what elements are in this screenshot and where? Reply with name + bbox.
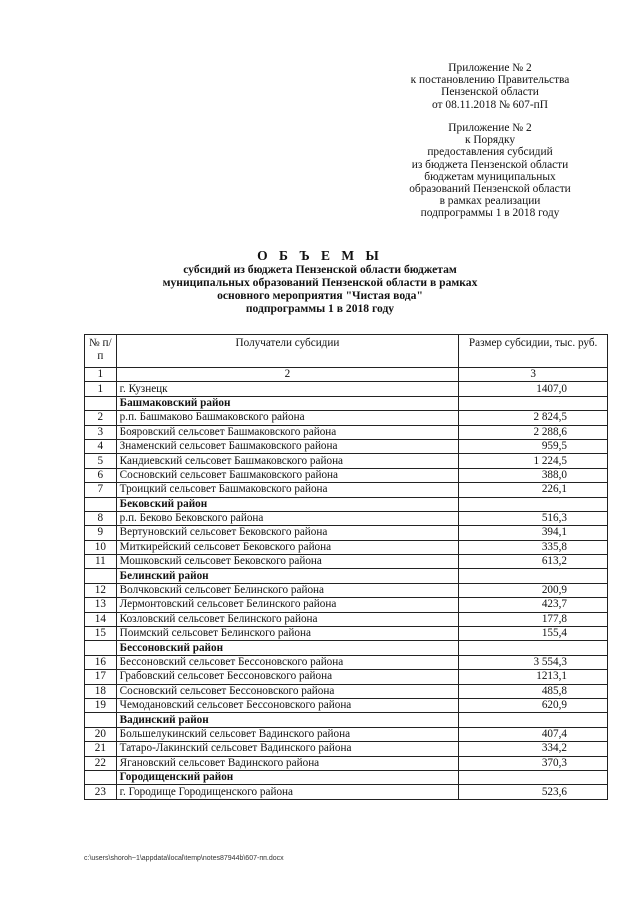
subsidy-amount: 516,3 bbox=[459, 511, 608, 525]
subsidy-amount: 1213,1 bbox=[459, 670, 608, 684]
row-number: 10 bbox=[85, 540, 117, 554]
recipient-name: р.п. Башмаково Башмаковского района bbox=[116, 411, 459, 425]
row-number: 18 bbox=[85, 684, 117, 698]
row-number: 22 bbox=[85, 756, 117, 770]
recipient-name: Татаро-Лакинский сельсовет Вадинского района bbox=[116, 742, 459, 756]
recipient-name: Чемодановский сельсовет Бессоновского района bbox=[116, 698, 459, 712]
appendix-line: от 08.11.2018 № 607-пП bbox=[432, 98, 548, 111]
table-row bbox=[85, 670, 608, 684]
recipient-name: Лермонтовский сельсовет Белинского района bbox=[116, 598, 459, 612]
recipient-name: р.п. Беково Бековского района bbox=[116, 511, 459, 525]
row-number: 19 bbox=[85, 698, 117, 712]
subsidy-amount: 485,8 bbox=[459, 684, 608, 698]
row-amount-empty bbox=[459, 497, 608, 511]
table-row bbox=[85, 627, 608, 641]
subsidy-amount: 335,8 bbox=[459, 540, 608, 554]
row-number: 8 bbox=[85, 511, 117, 525]
recipient-name: Вертуновский сельсовет Бековского района bbox=[116, 526, 459, 540]
row-number: 12 bbox=[85, 583, 117, 597]
row-amount-empty bbox=[459, 713, 608, 727]
recipient-name: Кандиевский сельсовет Башмаковского района bbox=[116, 454, 459, 468]
table-row bbox=[85, 454, 608, 468]
row-number: 2 bbox=[85, 411, 117, 425]
subsidy-amount: 407,4 bbox=[459, 727, 608, 741]
row-number-empty bbox=[85, 770, 117, 784]
header-amount: Размер субсидии, тыс. руб. bbox=[459, 335, 608, 368]
table-row bbox=[85, 555, 608, 569]
row-number: 7 bbox=[85, 483, 117, 497]
recipient-name: Сосновский сельсовет Башмаковского района bbox=[116, 468, 459, 482]
appendix-line: подпрограммы 1 в 2018 году bbox=[420, 207, 560, 220]
row-number: 21 bbox=[85, 742, 117, 756]
row-number: 1 bbox=[85, 382, 117, 396]
recipient-name: Бессоновский сельсовет Бессоновского района bbox=[116, 655, 459, 669]
recipient-name: Волчковский сельсовет Белинского района bbox=[116, 583, 459, 597]
table-row bbox=[85, 655, 608, 669]
subsidy-table bbox=[84, 334, 608, 800]
district-name: Башмаковский район bbox=[116, 396, 459, 410]
subsidy-amount: 523,6 bbox=[459, 785, 608, 799]
row-number-empty bbox=[85, 497, 117, 511]
subsidy-amount: 200,9 bbox=[459, 583, 608, 597]
column-number: 1 bbox=[85, 368, 117, 382]
table-row bbox=[85, 742, 608, 756]
recipient-name: Сосновский сельсовет Бессоновского района bbox=[116, 684, 459, 698]
appendix-line: Приложение № 2 bbox=[448, 122, 532, 134]
district-name: Бессоновский район bbox=[116, 641, 459, 655]
table-row bbox=[85, 612, 608, 626]
subsidy-amount: 2 288,6 bbox=[459, 425, 608, 439]
row-number: 16 bbox=[85, 655, 117, 669]
district-row bbox=[85, 770, 608, 784]
header-recipients: Получатели субсидии bbox=[116, 335, 459, 368]
recipient-name: Троицкий сельсовет Башмаковского района bbox=[116, 483, 459, 497]
document-title bbox=[0, 248, 640, 315]
title-subtitle bbox=[0, 263, 640, 315]
appendix-line: образований Пензенской области bbox=[409, 183, 571, 196]
district-row bbox=[85, 641, 608, 655]
table-row bbox=[85, 439, 608, 453]
subsidy-amount: 2 824,5 bbox=[459, 411, 608, 425]
table-row bbox=[85, 483, 608, 497]
table-row bbox=[85, 727, 608, 741]
header-number: № п/п bbox=[85, 335, 117, 368]
table-row bbox=[85, 756, 608, 770]
recipient-name: Поимский сельсовет Белинского района bbox=[116, 627, 459, 641]
recipient-name: Миткирейский сельсовет Бековского района bbox=[116, 540, 459, 554]
table-row bbox=[85, 468, 608, 482]
file-path-footer: c:\users\shoroh~1\appdata\local\temp\notes87944b\607-пп.docx bbox=[84, 855, 284, 862]
row-number: 3 bbox=[85, 425, 117, 439]
appendix-line: из бюджета Пензенской области bbox=[411, 158, 569, 171]
subsidy-amount: 3 554,3 bbox=[459, 655, 608, 669]
row-number-empty bbox=[85, 641, 117, 655]
table-row bbox=[85, 411, 608, 425]
table-row bbox=[85, 526, 608, 540]
appendix-line: бюджетам муниципальных bbox=[424, 170, 556, 183]
table-row bbox=[85, 425, 608, 439]
row-number: 5 bbox=[85, 454, 117, 468]
recipient-name: Бояровский сельсовет Башмаковского района bbox=[116, 425, 459, 439]
row-number: 9 bbox=[85, 526, 117, 540]
row-number-empty bbox=[85, 396, 117, 410]
row-number: 4 bbox=[85, 439, 117, 453]
recipient-name: Грабовский сельсовет Бессоновского района bbox=[116, 670, 459, 684]
subsidy-amount: 1407,0 bbox=[459, 382, 608, 396]
subsidy-amount: 226,1 bbox=[459, 483, 608, 497]
subsidy-amount: 394,1 bbox=[459, 526, 608, 540]
district-name: Вадинский район bbox=[116, 713, 459, 727]
title-main: О Б Ъ Е М Ы bbox=[257, 248, 383, 263]
subsidy-amount: 334,2 bbox=[459, 742, 608, 756]
table-row bbox=[85, 511, 608, 525]
appendix-line: в рамках реализации bbox=[439, 195, 541, 208]
row-number: 14 bbox=[85, 612, 117, 626]
appendix-line: Приложение № 2 bbox=[448, 62, 532, 74]
subsidy-amount: 370,3 bbox=[459, 756, 608, 770]
row-number: 23 bbox=[85, 785, 117, 799]
table-row bbox=[85, 583, 608, 597]
district-name: Городищенский район bbox=[116, 770, 459, 784]
district-name: Бековский район bbox=[116, 497, 459, 511]
row-number: 11 bbox=[85, 555, 117, 569]
district-name: Белинский район bbox=[116, 569, 459, 583]
appendix-government-decree bbox=[380, 62, 600, 111]
table-row bbox=[85, 684, 608, 698]
subsidy-amount: 388,0 bbox=[459, 468, 608, 482]
row-number: 15 bbox=[85, 627, 117, 641]
title-line: основного мероприятия "Чистая вода" bbox=[217, 289, 423, 302]
recipient-name: Большелукинский сельсовет Вадинского района bbox=[116, 727, 459, 741]
district-row bbox=[85, 396, 608, 410]
table-row bbox=[85, 382, 608, 396]
recipient-name: г. Кузнецк bbox=[116, 382, 459, 396]
table-row bbox=[85, 540, 608, 554]
appendix-line: к постановлению Правительства bbox=[410, 74, 570, 87]
table-row bbox=[85, 698, 608, 712]
row-number: 13 bbox=[85, 598, 117, 612]
row-number-empty bbox=[85, 713, 117, 727]
appendix-procedure bbox=[380, 122, 600, 220]
row-amount-empty bbox=[459, 396, 608, 410]
appendix-line: предоставления субсидий bbox=[427, 146, 553, 159]
recipient-name: г. Городище Городищенского района bbox=[116, 785, 459, 799]
row-amount-empty bbox=[459, 641, 608, 655]
title-line: подпрограммы 1 в 2018 году bbox=[245, 302, 395, 315]
table-header-row bbox=[85, 335, 608, 368]
column-number: 2 bbox=[116, 368, 459, 382]
recipient-name: Мошковский сельсовет Бековского района bbox=[116, 555, 459, 569]
subsidy-amount: 423,7 bbox=[459, 598, 608, 612]
column-number: 3 bbox=[459, 368, 608, 382]
row-number-empty bbox=[85, 569, 117, 583]
recipient-name: Знаменский сельсовет Башмаковского района bbox=[116, 439, 459, 453]
table-row bbox=[85, 598, 608, 612]
row-number: 17 bbox=[85, 670, 117, 684]
row-number: 6 bbox=[85, 468, 117, 482]
row-number: 20 bbox=[85, 727, 117, 741]
subsidy-amount: 620,9 bbox=[459, 698, 608, 712]
recipient-name: Ягановский сельсовет Вадинского района bbox=[116, 756, 459, 770]
title-line: субсидий из бюджета Пензенской области бюджетам bbox=[183, 263, 457, 276]
appendix-line: Пензенской области bbox=[441, 86, 539, 99]
table-row bbox=[85, 785, 608, 799]
subsidy-amount: 1 224,5 bbox=[459, 454, 608, 468]
column-number-row bbox=[85, 368, 608, 382]
subsidy-amount: 177,8 bbox=[459, 612, 608, 626]
district-row bbox=[85, 497, 608, 511]
subsidy-amount: 959,5 bbox=[459, 439, 608, 453]
row-amount-empty bbox=[459, 569, 608, 583]
recipient-name: Козловский сельсовет Белинского района bbox=[116, 612, 459, 626]
title-line: муниципальных образований Пензенской области в рамках bbox=[162, 276, 478, 289]
district-row bbox=[85, 569, 608, 583]
row-amount-empty bbox=[459, 770, 608, 784]
appendix-line: к Порядку bbox=[464, 134, 516, 147]
subsidy-amount: 155,4 bbox=[459, 627, 608, 641]
subsidy-amount: 613,2 bbox=[459, 555, 608, 569]
district-row bbox=[85, 713, 608, 727]
